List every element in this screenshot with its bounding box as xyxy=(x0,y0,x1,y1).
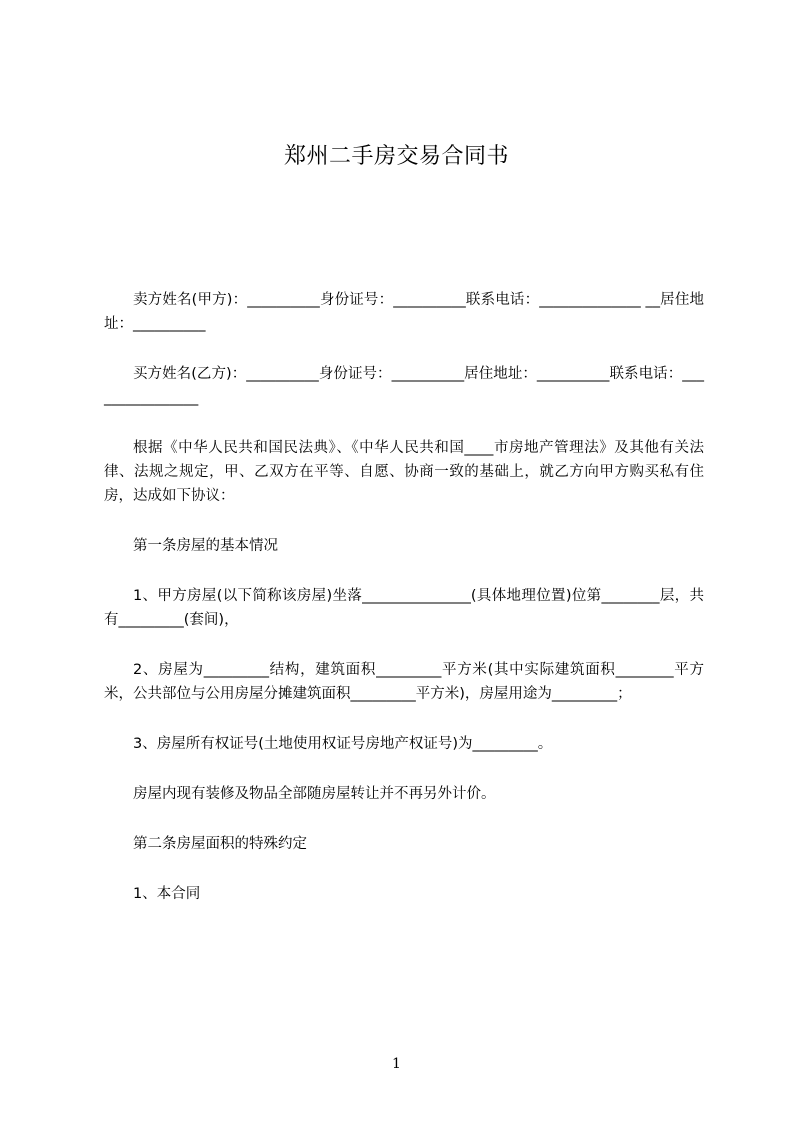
page-number: 1 xyxy=(392,1056,401,1072)
article-1-heading: 第一条房屋的基本情况 xyxy=(133,538,278,554)
page-title: 郑州二手房交易合同书 xyxy=(283,144,509,169)
article-2-heading: 第二条房屋面积的特殊约定 xyxy=(133,836,307,852)
buyer-info-paragraph: 买方姓名(乙方)：__________身份证号：__________居住地址：__________联系电话：________________ xyxy=(104,366,704,406)
article-2-clause-1: 1、本合同 xyxy=(133,886,201,902)
seller-info-paragraph: 卖方姓名(甲方)：__________身份证号：__________联系电话：______________ __居住地址：__________ xyxy=(104,292,704,332)
document-body xyxy=(104,288,704,932)
article-1-clause-3: 3、房屋所有权证号(土地使用权证号房地产权证号)为_________。 xyxy=(133,736,553,752)
decoration-note-paragraph: 房屋内现有装修及物品全部随房屋转让并不再另外计价。 xyxy=(133,786,496,802)
article-1-clause-1: 1、甲方房屋(以下简称该房屋)坐落_______________(具体地理位置)位第________层，共有_________(套间)， xyxy=(104,588,704,628)
article-1-clause-2: 2、房屋为_________结构，建筑面积_________平方米(其中实际建筑面积________平方米，公共部位与公用房屋分摊建筑面积_________平方米)，房屋用途为_________； xyxy=(104,662,704,702)
preamble-paragraph: 根据《中华人民共和国民法典》、《中华人民共和国____市房地产管理法》及其他有关法律、法规之规定，甲、乙双方在平等、自愿、协商一致的基础上，就乙方向甲方购买私有住房，达成如下协议： xyxy=(104,440,704,504)
